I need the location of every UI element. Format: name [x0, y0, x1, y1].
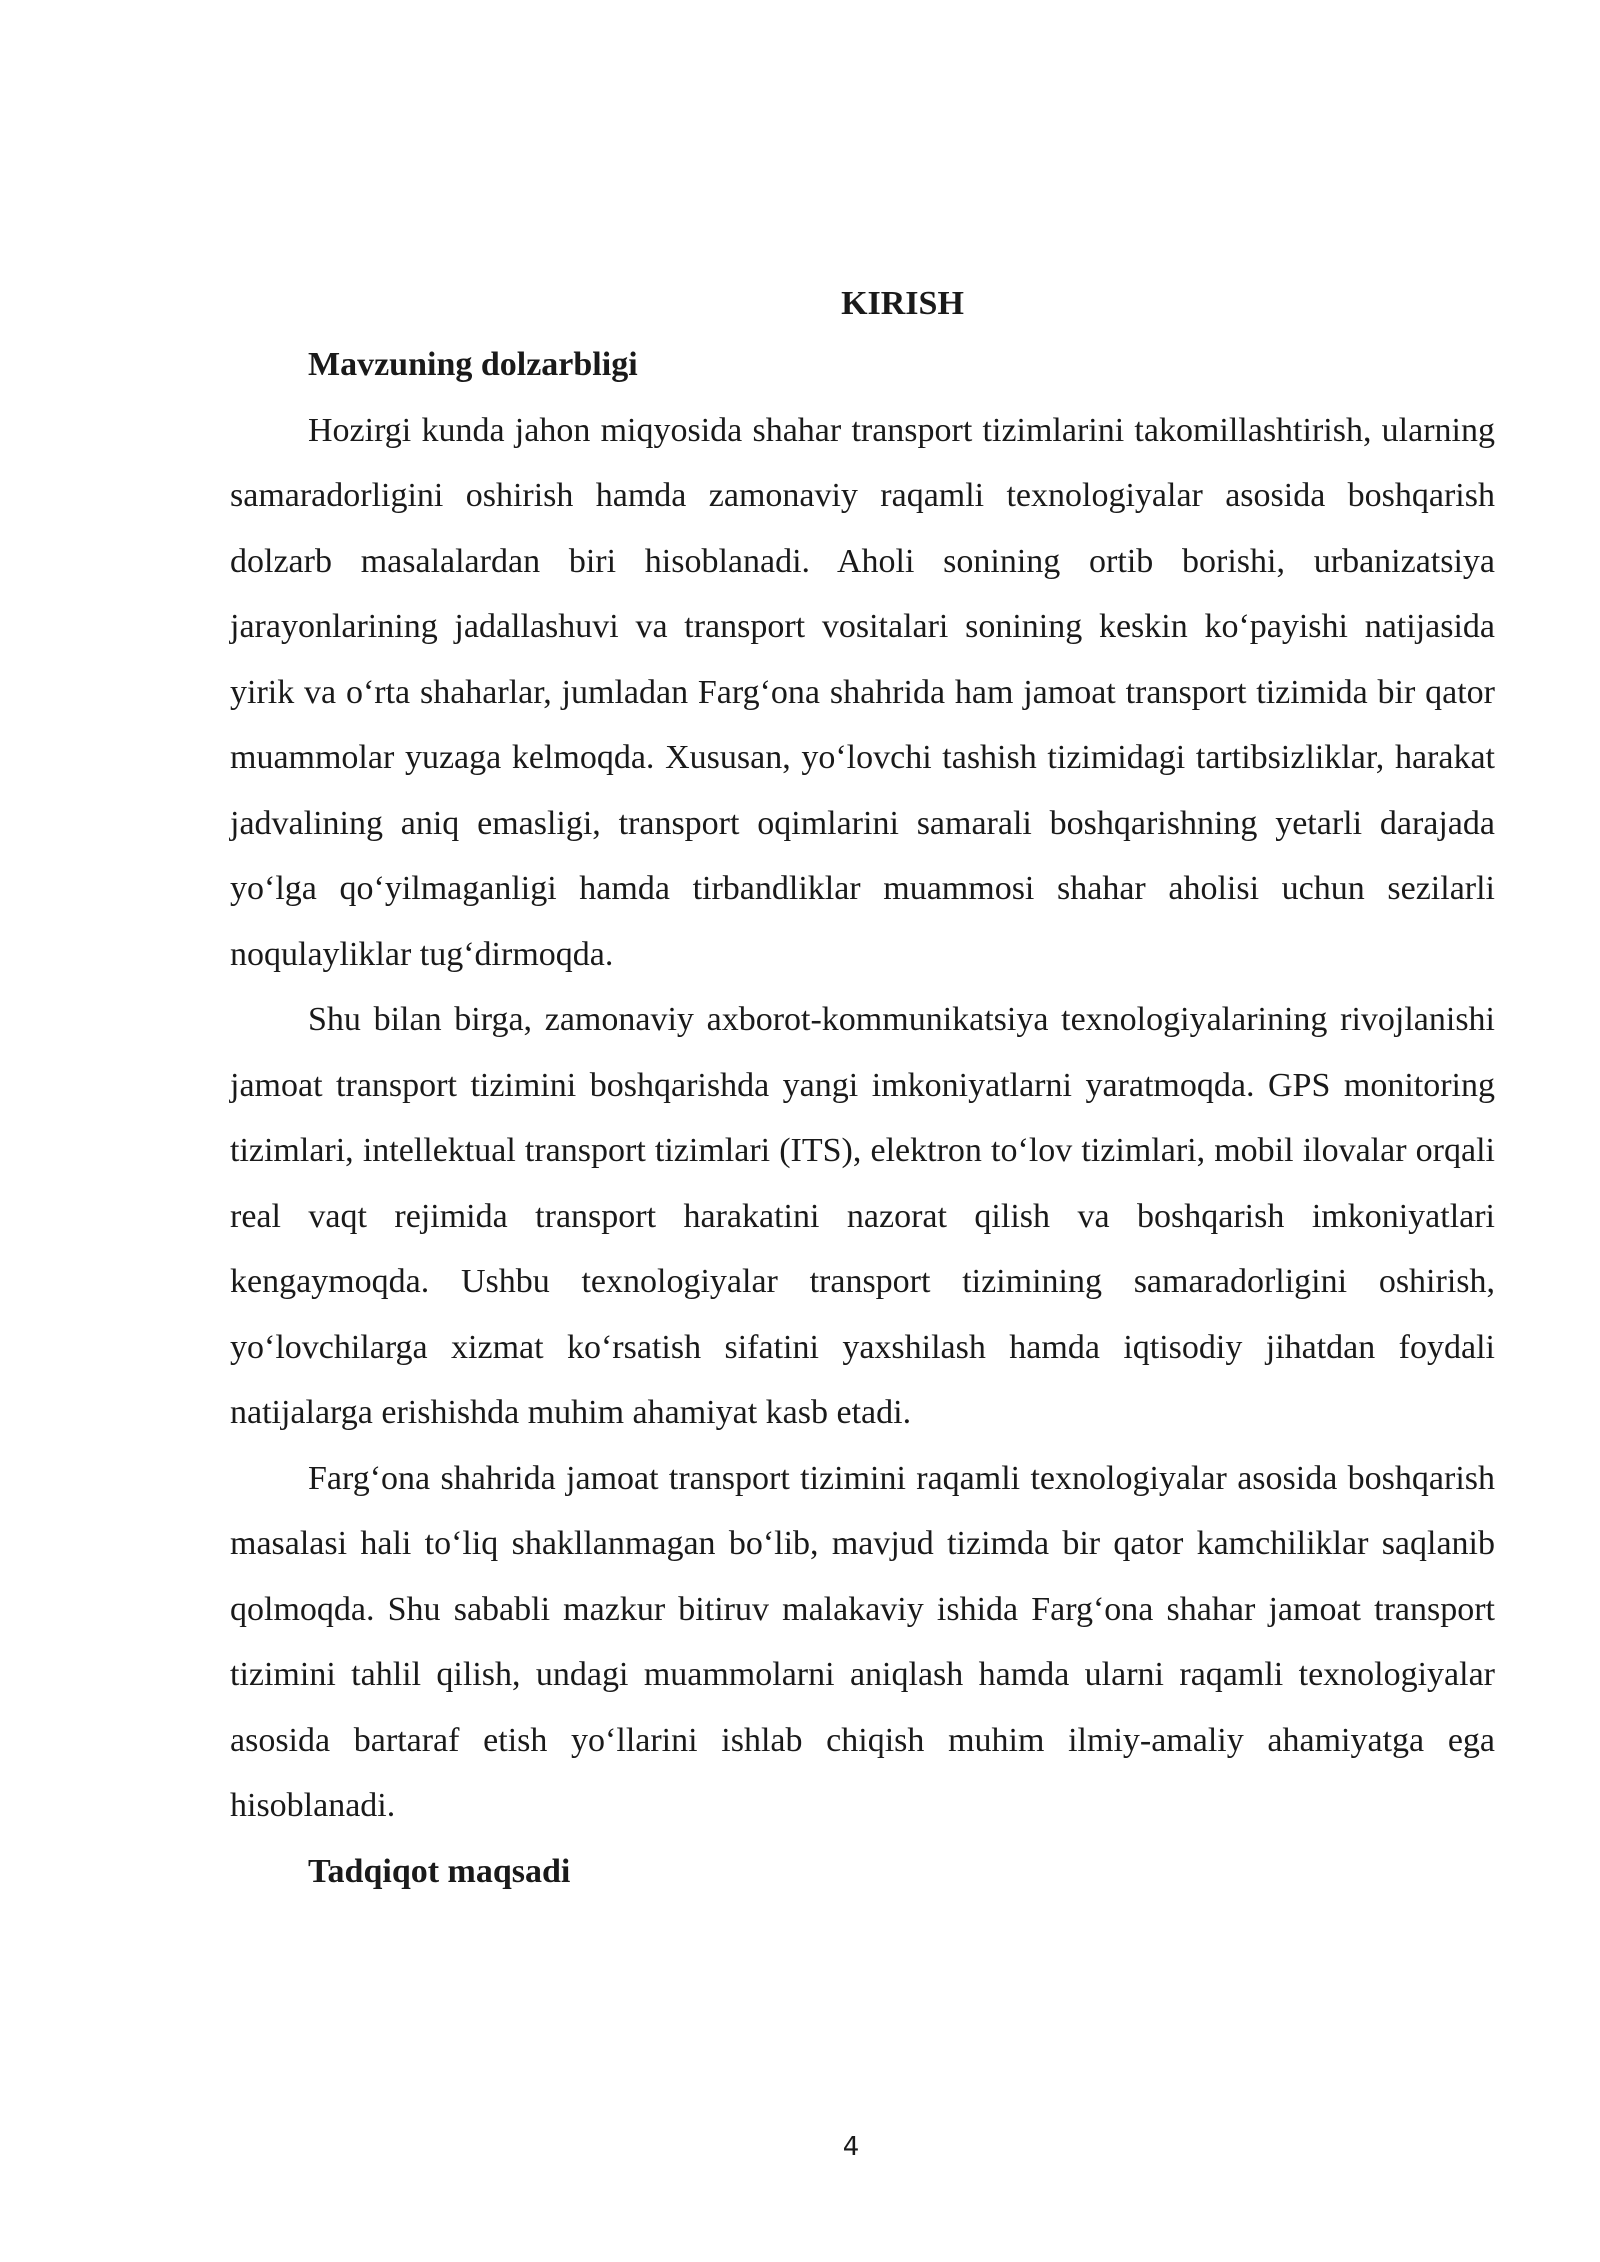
chapter-title: KIRISH: [841, 285, 964, 322]
paragraph-3: Fargʻona shahrida jamoat transport tizimini raqamli texnologiyalar asosida boshqarish masalasi hali toʻliq shakllanmagan boʻlib, mavjud tizimda bir qator kamchiliklar saqlanib qolmoqda. Shu sababli mazkur bitiruv malakaviy ishida Fargʻona shahar jamoat transport tizimini tahlil qilish, undagi muammolarni aniqlash hamda ularni raqamli texnologiyalar asosida bartaraf etish yoʻllarini ishlab chiqish muhim ilmiy-amaliy ahamiyatga ega hisoblanadi.: [230, 1459, 1495, 1824]
page-content: [230, 280, 1495, 1904]
paragraph-1: Hozirgi kunda jahon miqyosida shahar transport tizimlarini takomillashtirish, ularning samaradorligini oshirish hamda zamonaviy raqamli texnologiyalar asosida boshqarish dolzarb masalalardan biri hisoblanadi. Aholi sonining ortib borishi, urbanizatsiya jarayonlarining jadallashuvi va transport vositalari sonining keskin koʻpayishi natijasida yirik va oʻrta shaharlar, jumladan Fargʻona shahrida ham jamoat transport tizimida bir qator muammolar yuzaga kelmoqda. Xususan, yoʻlovchi tashish tizimidagi tartibsizliklar, harakat jadvalining aniq emasligi, transport oqimlarini samarali boshqarishning yetarli darajada yoʻlga qoʻyilmaganligi hamda tirbandliklar muammosi shahar aholisi uchun sezilarli noqulayliklar tugʻdirmoqda.: [230, 411, 1495, 973]
page-number: 4: [842, 2132, 860, 2162]
paragraph-2: Shu bilan birga, zamonaviy axborot-kommunikatsiya texnologiyalarining rivojlanishi jamoat transport tizimini boshqarishda yangi imkoniyatlarni yaratmoqda. GPS monitoring tizimlari, intellektual transport tizimlari (ITS), elektron toʻlov tizimlari, mobil ilovalar orqali real vaqt rejimida transport harakatini nazorat qilish va boshqarish imkoniyatlari kengaymoqda. Ushbu texnologiyalar transport tizimining samaradorligini oshirish, yoʻlovchilarga xizmat koʻrsatish sifatini yaxshilash hamda iqtisodiy jihatdan foydali natijalarga erishishda muhim ahamiyat kasb etadi.: [230, 1001, 1495, 1431]
section-heading-research-goal: Tadqiqot maqsadi: [308, 1852, 571, 1890]
section-heading-relevance: Mavzuning dolzarbligi: [308, 346, 638, 383]
